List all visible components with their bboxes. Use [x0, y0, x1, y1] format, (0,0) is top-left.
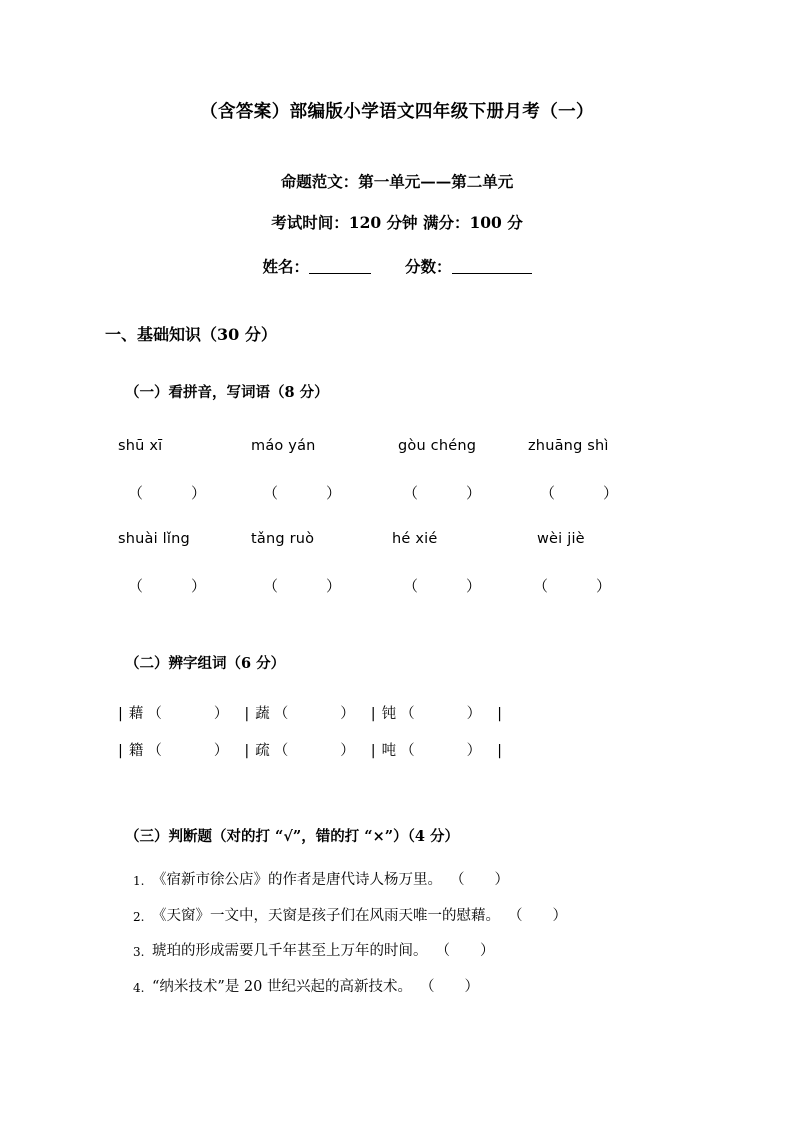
- name-score-line: [0, 234, 794, 278]
- character-cell: 吨: [381, 742, 397, 759]
- answer-bracket-row: [0, 575, 794, 598]
- true-false-item: [0, 979, 794, 1015]
- separator-bar: |: [497, 705, 503, 722]
- true-false-item: [0, 943, 794, 979]
- pinyin-exercise-block: [0, 402, 794, 598]
- answer-bracket-field[interactable]: （ ）: [403, 483, 482, 502]
- answer-bracket-field[interactable]: （ ）: [128, 576, 207, 595]
- separator-bar: |: [370, 742, 376, 759]
- score-input-blank[interactable]: [452, 273, 532, 274]
- true-false-item: [0, 872, 794, 908]
- subsection-heading-true-false: （三）判断题（对的打 “√”，错的打 “×”）（4 分）: [125, 828, 460, 845]
- score-label: 分数：: [405, 256, 452, 276]
- character-cell: 蔬: [255, 705, 270, 722]
- word-answer-field[interactable]: （ ）: [273, 705, 355, 722]
- pinyin-label: gòu chéng: [398, 437, 477, 454]
- answer-bracket-field[interactable]: （ ）: [435, 943, 495, 960]
- word-answer-field[interactable]: （ ）: [273, 742, 355, 759]
- pinyin-label: hé xié: [392, 530, 438, 547]
- item-text: 《天窗》一文中，天窗是孩子们在风雨天唯一的慰藉。: [152, 907, 500, 924]
- pinyin-label: tǎng ruò: [251, 530, 315, 547]
- word-answer-field[interactable]: （ ）: [147, 742, 229, 759]
- separator-bar: |: [244, 705, 250, 722]
- character-cell: 藉: [128, 705, 144, 722]
- name-label: 姓名：: [262, 256, 309, 276]
- exam-scope-line: 命题范文：第一单元——第二单元: [280, 171, 514, 191]
- character-cell: 钝: [381, 705, 397, 722]
- pinyin-label: wèi jiè: [537, 530, 585, 547]
- character-cell: 籍: [128, 742, 144, 759]
- character-word-exercise-block: [0, 673, 794, 781]
- true-false-item: [0, 908, 794, 944]
- answer-bracket-field[interactable]: （ ）: [508, 907, 567, 924]
- item-text: 琥珀的形成需要几千年甚至上万年的时间。: [152, 943, 428, 960]
- separator-bar: |: [497, 742, 503, 759]
- pinyin-label: máo yán: [251, 437, 316, 454]
- pinyin-label: shū xī: [118, 437, 163, 454]
- answer-bracket-field[interactable]: （ ）: [450, 872, 509, 888]
- item-number: 1.: [133, 874, 145, 888]
- pinyin-label: shuài lǐng: [118, 530, 190, 547]
- pinyin-row: [0, 438, 794, 462]
- name-input-blank[interactable]: [309, 273, 371, 274]
- answer-bracket-field[interactable]: （ ）: [533, 576, 612, 595]
- item-number: 4.: [133, 981, 145, 996]
- answer-bracket-row: [0, 482, 794, 505]
- separator-bar: |: [118, 742, 123, 759]
- true-false-question-list: [0, 846, 794, 1015]
- answer-bracket-field[interactable]: （ ）: [420, 979, 479, 996]
- answer-bracket-field[interactable]: （ ）: [128, 483, 207, 502]
- pinyin-row: [0, 531, 794, 555]
- character-word-row: [118, 707, 794, 744]
- spacer: [0, 462, 794, 482]
- answer-bracket-field[interactable]: （ ）: [263, 576, 342, 595]
- subsection-heading-character-words: （二）辨字组词（6 分）: [125, 654, 286, 672]
- word-answer-field[interactable]: （ ）: [400, 705, 482, 722]
- spacer: [0, 555, 794, 575]
- item-text: 《宿新市徐公店》的作者是唐代诗人杨万里。: [152, 872, 442, 888]
- item-number: 3.: [133, 945, 145, 960]
- separator-bar: |: [118, 705, 123, 722]
- page-title: （含答案）部编版小学语文四年级下册月考（一）: [200, 102, 594, 122]
- separator-bar: |: [244, 742, 250, 759]
- answer-bracket-field[interactable]: （ ）: [540, 483, 619, 502]
- word-answer-field[interactable]: （ ）: [400, 742, 482, 759]
- character-word-row: [118, 744, 794, 781]
- exam-time-score-line: 考试时间：120 分钟 满分：100 分: [271, 213, 523, 233]
- section-heading-basic-knowledge: 一、基础知识（30 分）: [105, 324, 277, 344]
- answer-bracket-field[interactable]: （ ）: [263, 483, 342, 502]
- item-text: “纳米技术”是 20 世纪兴起的高新技术。: [152, 979, 412, 996]
- character-cell: 疏: [255, 742, 270, 759]
- word-answer-field[interactable]: （ ）: [147, 705, 229, 722]
- item-number: 2.: [133, 909, 145, 924]
- spacer: [0, 505, 794, 531]
- separator-bar: |: [370, 705, 376, 722]
- pinyin-label: zhuāng shì: [528, 437, 609, 454]
- subsection-heading-pinyin: （一）看拼音，写词语（8 分）: [125, 383, 329, 401]
- answer-bracket-field[interactable]: （ ）: [403, 576, 482, 595]
